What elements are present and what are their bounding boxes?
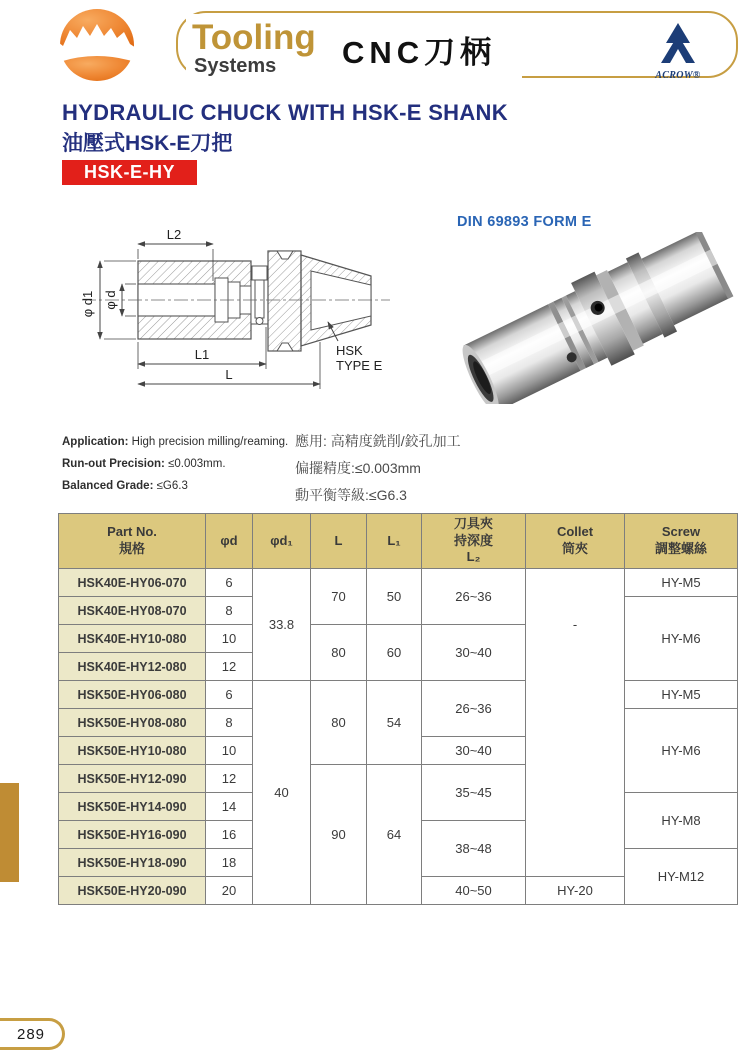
spec-cell: [526, 681, 625, 877]
part-no-cell: HSK50E-HY10-080: [59, 737, 206, 765]
spec-cell: HY-M5: [625, 681, 738, 709]
spec-cell: 33.8: [253, 569, 311, 681]
part-no-cell: HSK40E-HY06-070: [59, 569, 206, 597]
page-title-en: HYDRAULIC CHUCK WITH HSK-E SHANK: [62, 100, 508, 125]
spec-cell: 35~45: [422, 765, 526, 821]
spec-cell: 38~48: [422, 821, 526, 877]
category-title: CNC刀柄: [342, 16, 522, 82]
spec-cell: 6: [206, 681, 253, 709]
part-no-cell: HSK50E-HY14-090: [59, 793, 206, 821]
dimension-label-d: φ d: [103, 290, 118, 310]
spec-cell: 6: [206, 569, 253, 597]
spec-cell: 12: [206, 653, 253, 681]
spec-cell: HY-M8: [625, 793, 738, 849]
spec-cell: 40~50: [422, 877, 526, 905]
spec-cell: HY-M5: [625, 569, 738, 597]
spec-value: ≤G6.3: [153, 480, 188, 492]
spec-cell: 10: [206, 625, 253, 653]
dimension-label-l2: L2: [166, 227, 182, 242]
column-header: L₁: [367, 514, 422, 569]
column-header: Screw 調整螺絲: [625, 514, 738, 569]
spec-cell: 80: [311, 625, 367, 681]
page-number-tab: [0, 1018, 65, 1050]
model-badge: HSK-E-HY: [62, 160, 197, 185]
product-photo: [452, 232, 744, 404]
gold-sidebar-bar: [0, 783, 19, 882]
part-no-cell: HSK50E-HY06-080: [59, 681, 206, 709]
part-no-cell: HSK50E-HY18-090: [59, 849, 206, 877]
spec-list-en: [62, 436, 290, 502]
spec-line-balance: [62, 480, 290, 492]
column-header: φd: [206, 514, 253, 569]
spec-cell: HY-20: [526, 877, 625, 905]
spec-cell: 70: [311, 569, 367, 625]
spec-cell: 8: [206, 597, 253, 625]
spec-cell: 26~36: [422, 681, 526, 737]
spec-cell: 30~40: [422, 625, 526, 681]
spec-cell: 20: [206, 877, 253, 905]
column-header: 刀具夾 持深度 L₂: [422, 514, 526, 569]
part-no-cell: HSK50E-HY12-090: [59, 765, 206, 793]
page-title-zh: 油壓式HSK-E刀把: [62, 132, 233, 155]
spec-cell: 30~40: [422, 737, 526, 765]
spec-cell: 64: [367, 765, 422, 905]
page-number: 289: [16, 1025, 46, 1043]
din-standard-note: DIN 69893 FORM E: [457, 214, 592, 230]
column-header: φd₁: [253, 514, 311, 569]
part-no-cell: HSK40E-HY10-080: [59, 625, 206, 653]
acrow-triangle-icon: [652, 22, 704, 64]
part-no-cell: HSK50E-HY08-080: [59, 709, 206, 737]
spec-line-application: [62, 436, 290, 448]
spec-table-wrap: [58, 513, 738, 905]
spec-cell: HY-M6: [625, 597, 738, 681]
spec-cell: 16: [206, 821, 253, 849]
spec-label: Balanced Grade:: [62, 480, 154, 492]
spec-value: High precision milling/reaming.: [128, 436, 289, 448]
spec-list-zh: [295, 431, 535, 512]
spec-cell: 40: [253, 681, 311, 905]
shank-label-hsk: HSK: [336, 343, 363, 358]
column-header: Collet 筒夾: [526, 514, 625, 569]
egg-crown-logo-icon: [58, 8, 136, 82]
brand-title: Tooling: [192, 18, 316, 57]
brand-block: [186, 14, 344, 82]
part-no-cell: HSK50E-HY16-090: [59, 821, 206, 849]
spec-cell: 10: [206, 737, 253, 765]
spec-cell: 50: [367, 569, 422, 625]
spec-cell: 18: [206, 849, 253, 877]
shank-label-type-e: TYPE E: [336, 358, 383, 373]
spec-line-runout: [62, 458, 290, 470]
spec-cell: 14: [206, 793, 253, 821]
brand-subtitle: Systems: [194, 55, 277, 77]
spec-cell: HY-M12: [625, 849, 738, 905]
table-row: [59, 681, 738, 709]
spec-line-application-zh: 應用: 高精度銑削/鉸孔加工: [295, 433, 461, 449]
spec-cell: 8: [206, 709, 253, 737]
part-no-cell: HSK40E-HY08-070: [59, 597, 206, 625]
spec-table: [58, 513, 738, 905]
spec-label: Run-out Precision:: [62, 458, 165, 470]
dimension-label-l1: L1: [194, 347, 210, 362]
spec-cell: HY-M6: [625, 709, 738, 793]
spec-cell: 90: [311, 765, 367, 905]
header-row: [59, 514, 738, 569]
acrow-logo: [652, 22, 704, 81]
spec-value: ≤0.003mm.: [164, 458, 226, 470]
spec-cell: 80: [311, 681, 367, 765]
dimension-label-d1: φ d1: [80, 290, 95, 318]
dimension-label-l: L: [225, 367, 233, 382]
spec-line-balance-zh: 動平衡等級:≤G6.3: [295, 487, 407, 503]
spec-cell: 26~36: [422, 569, 526, 625]
spec-cell: -: [526, 569, 625, 681]
technical-drawing: [68, 224, 398, 399]
spec-cell: 54: [367, 681, 422, 765]
spec-cell: 60: [367, 625, 422, 681]
spec-cell: 12: [206, 765, 253, 793]
spec-label: Application:: [62, 436, 129, 448]
spec-line-runout-zh: 偏擺精度:≤0.003mm: [295, 460, 421, 476]
table-row: [59, 569, 738, 597]
part-no-cell: HSK50E-HY20-090: [59, 877, 206, 905]
column-header: Part No. 規格: [59, 514, 206, 569]
acrow-label: ACROW®: [655, 70, 701, 81]
part-no-cell: HSK40E-HY12-080: [59, 653, 206, 681]
column-header: L: [311, 514, 367, 569]
